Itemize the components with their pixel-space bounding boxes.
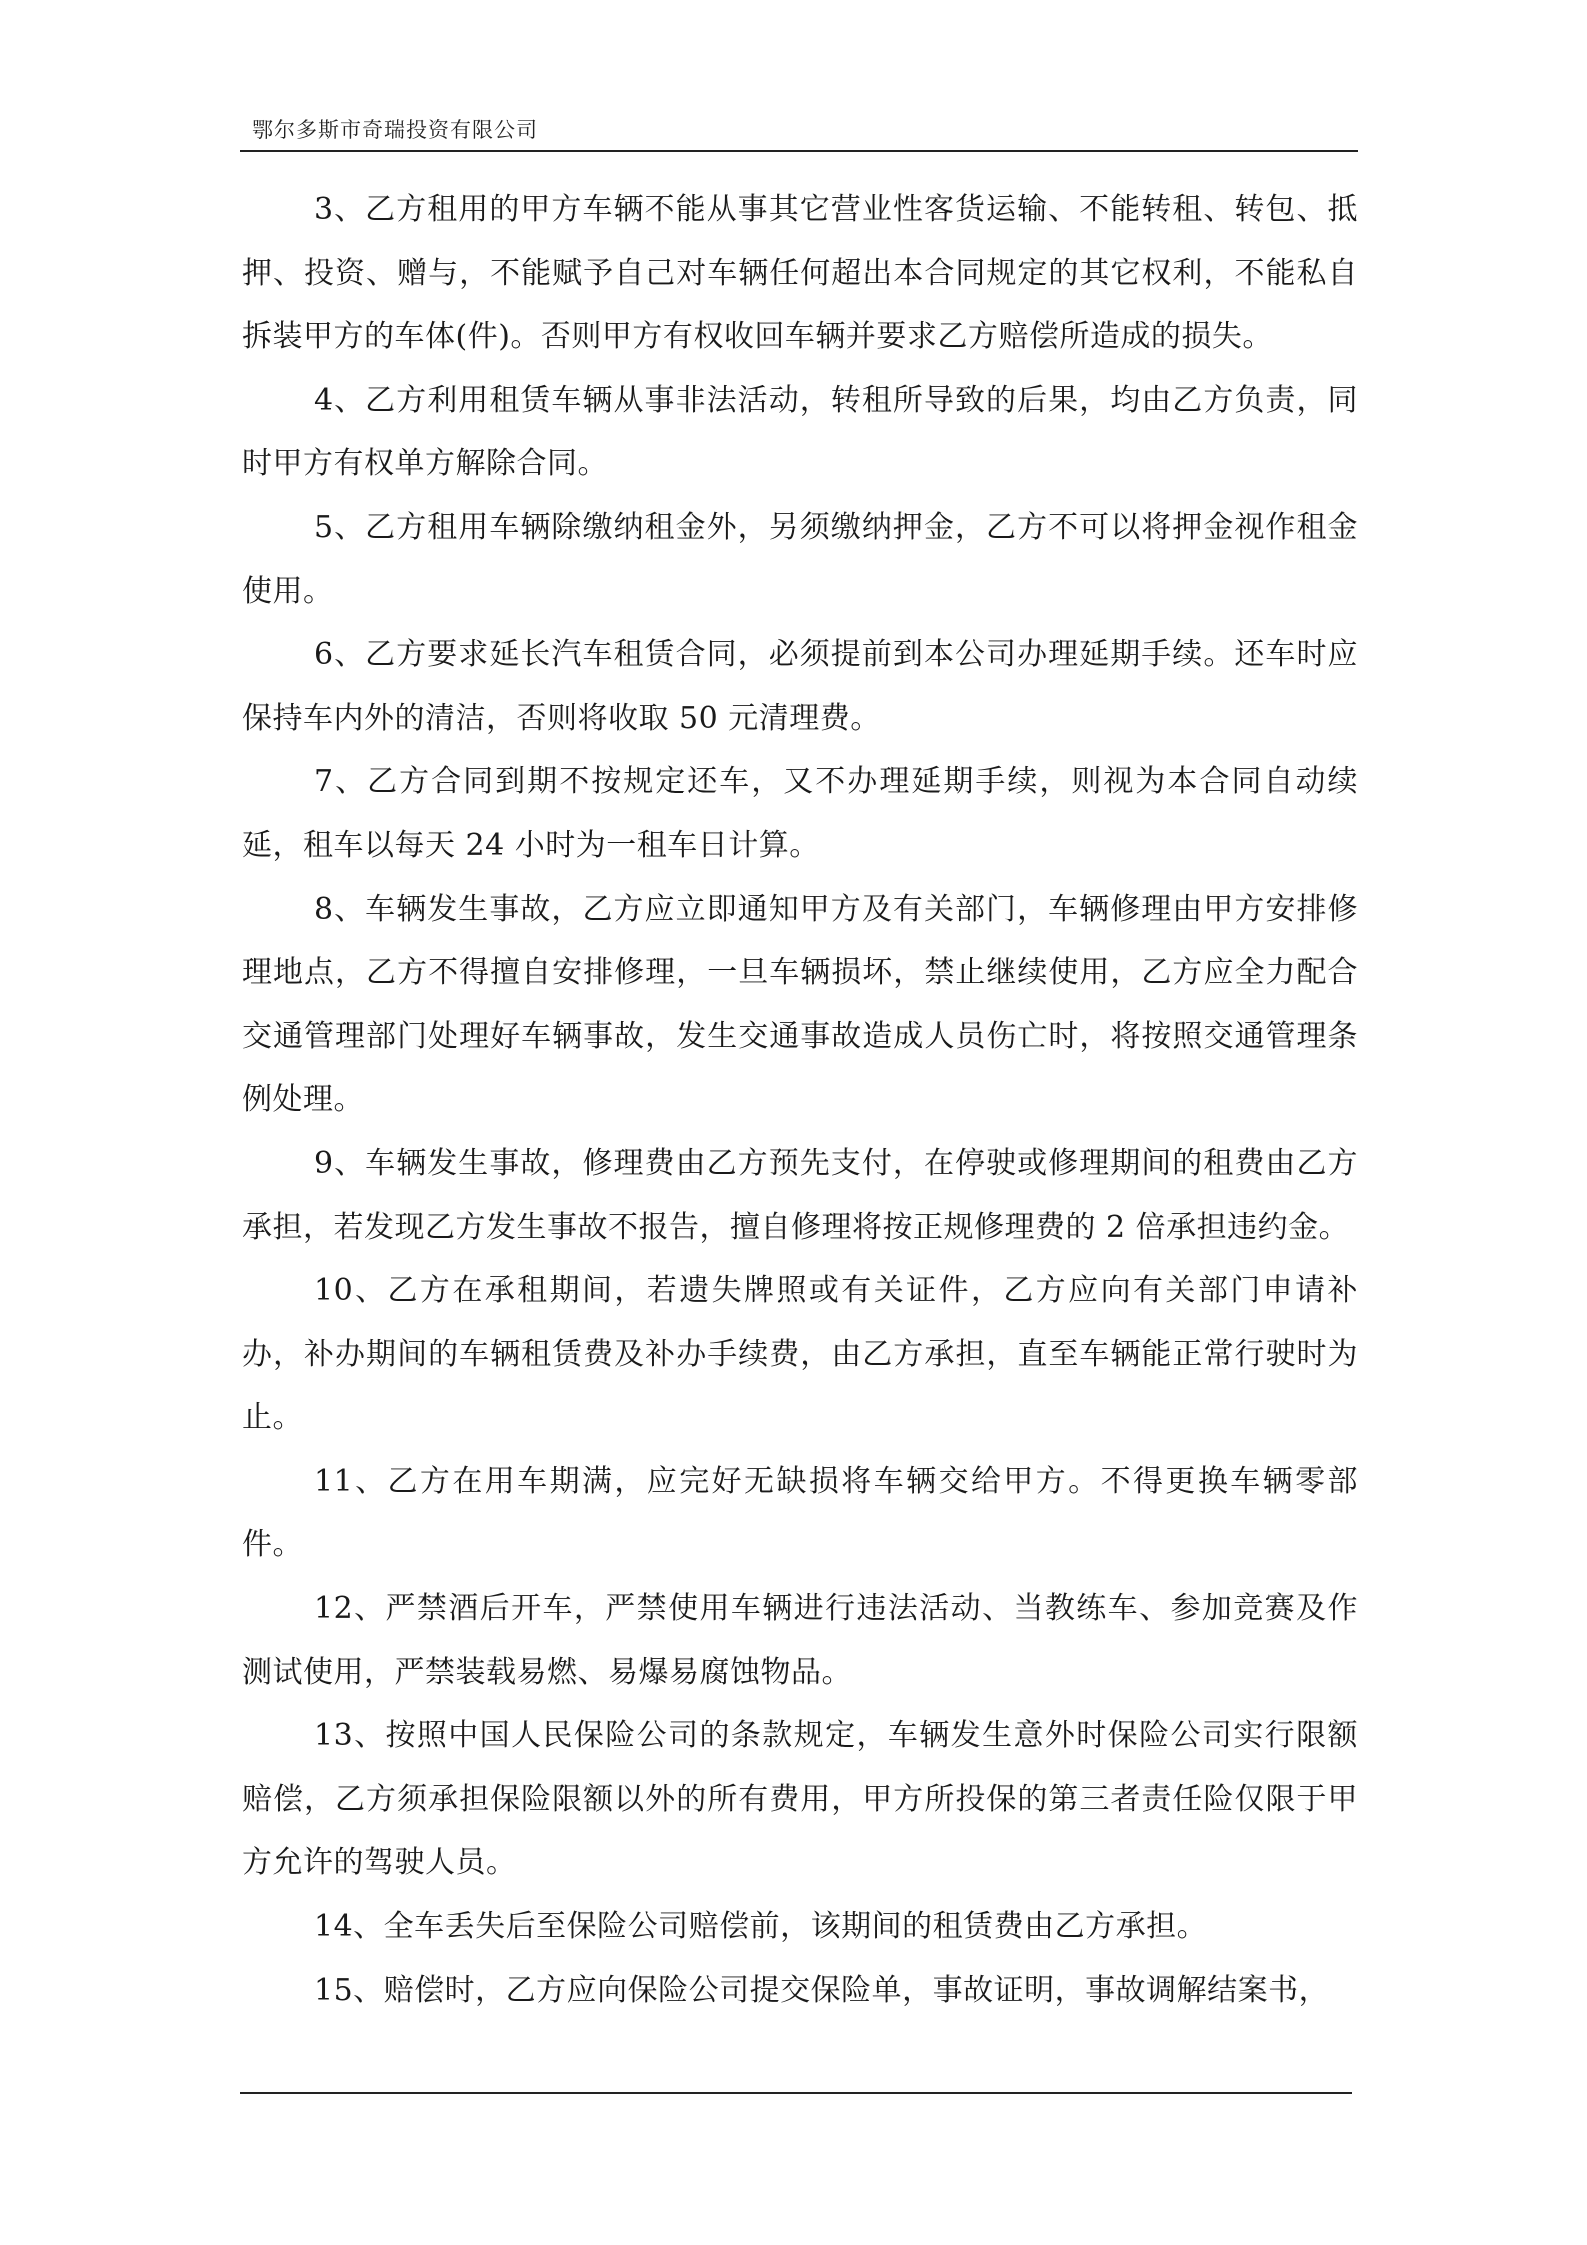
clause-3: 3、乙方租用的甲方车辆不能从事其它营业性客货运输、不能转租、转包、抵押、投资、赠与，不能赋予自己对车辆任何超出本合同规定的其它权利，不能私自拆装甲方的车体(件)。否则甲方有权收回车辆并要求乙方赔偿所造成的损失。 <box>242 192 1358 355</box>
page-header <box>240 112 1358 152</box>
clause-9: 9、车辆发生事故，修理费由乙方预先支付，在停驶或修理期间的租费由乙方承担，若发现乙方发生事故不报告，擅自修理将按正规修理费的 2 倍承担违约金。 <box>242 1145 1358 1245</box>
footer-rule <box>240 2092 1352 2094</box>
clause-8: 8、车辆发生事故，乙方应立即通知甲方及有关部门，车辆修理由甲方安排修理地点，乙方不得擅自安排修理，一旦车辆损坏，禁止继续使用，乙方应全力配合交通管理部门处理好车辆事故，发生交通事故造成人员伤亡时，将按照交通管理条例处理。 <box>242 891 1358 1118</box>
clause-12: 12、严禁酒后开车，严禁使用车辆进行违法活动、当教练车、参加竞赛及作测试使用，严禁装载易燃、易爆易腐蚀物品。 <box>242 1591 1358 1690</box>
clause-11: 11、乙方在用车期满，应完好无缺损将车辆交给甲方。不得更换车辆零部件。 <box>242 1463 1358 1563</box>
clause-6: 6、乙方要求延长汽车租赁合同，必须提前到本公司办理延期手续。还车时应保持车内外的清洁，否则将收取 50 元清理费。 <box>242 637 1358 736</box>
clause-7: 7、乙方合同到期不按规定还车，又不办理延期手续，则视为本合同自动续延，租车以每天 24 小时为一租车日计算。 <box>242 764 1358 863</box>
clause-14: 14、全车丢失后至保险公司赔偿前，该期间的租赁费由乙方承担。 <box>314 1909 1208 1945</box>
clause-4: 4、乙方利用租赁车辆从事非法活动，转租所导致的后果，均由乙方负责，同时甲方有权单方解除合同。 <box>242 382 1358 482</box>
clause-13: 13、按照中国人民保险公司的条款规定，车辆发生意外时保险公司实行限额赔偿，乙方须承担保险限额以外的所有费用，甲方所投保的第三者责任险仅限于甲方允许的驾驶人员。 <box>242 1718 1358 1881</box>
clause-10: 10、乙方在承租期间，若遗失牌照或有关证件，乙方应向有关部门申请补办，补办期间的车辆租赁费及补办手续费，由乙方承担，直至车辆能正常行驶时为止。 <box>242 1273 1358 1436</box>
header-company-name: 鄂尔多斯市奇瑞投资有限公司 <box>252 118 538 142</box>
clause-5: 5、乙方租用车辆除缴纳租金外，另须缴纳押金，乙方不可以将押金视作租金使用。 <box>242 509 1358 609</box>
clause-15: 15、赔偿时，乙方应向保险公司提交保险单，事故证明，事故调解结案书， <box>314 1972 1330 2008</box>
document-body <box>242 178 1358 2022</box>
